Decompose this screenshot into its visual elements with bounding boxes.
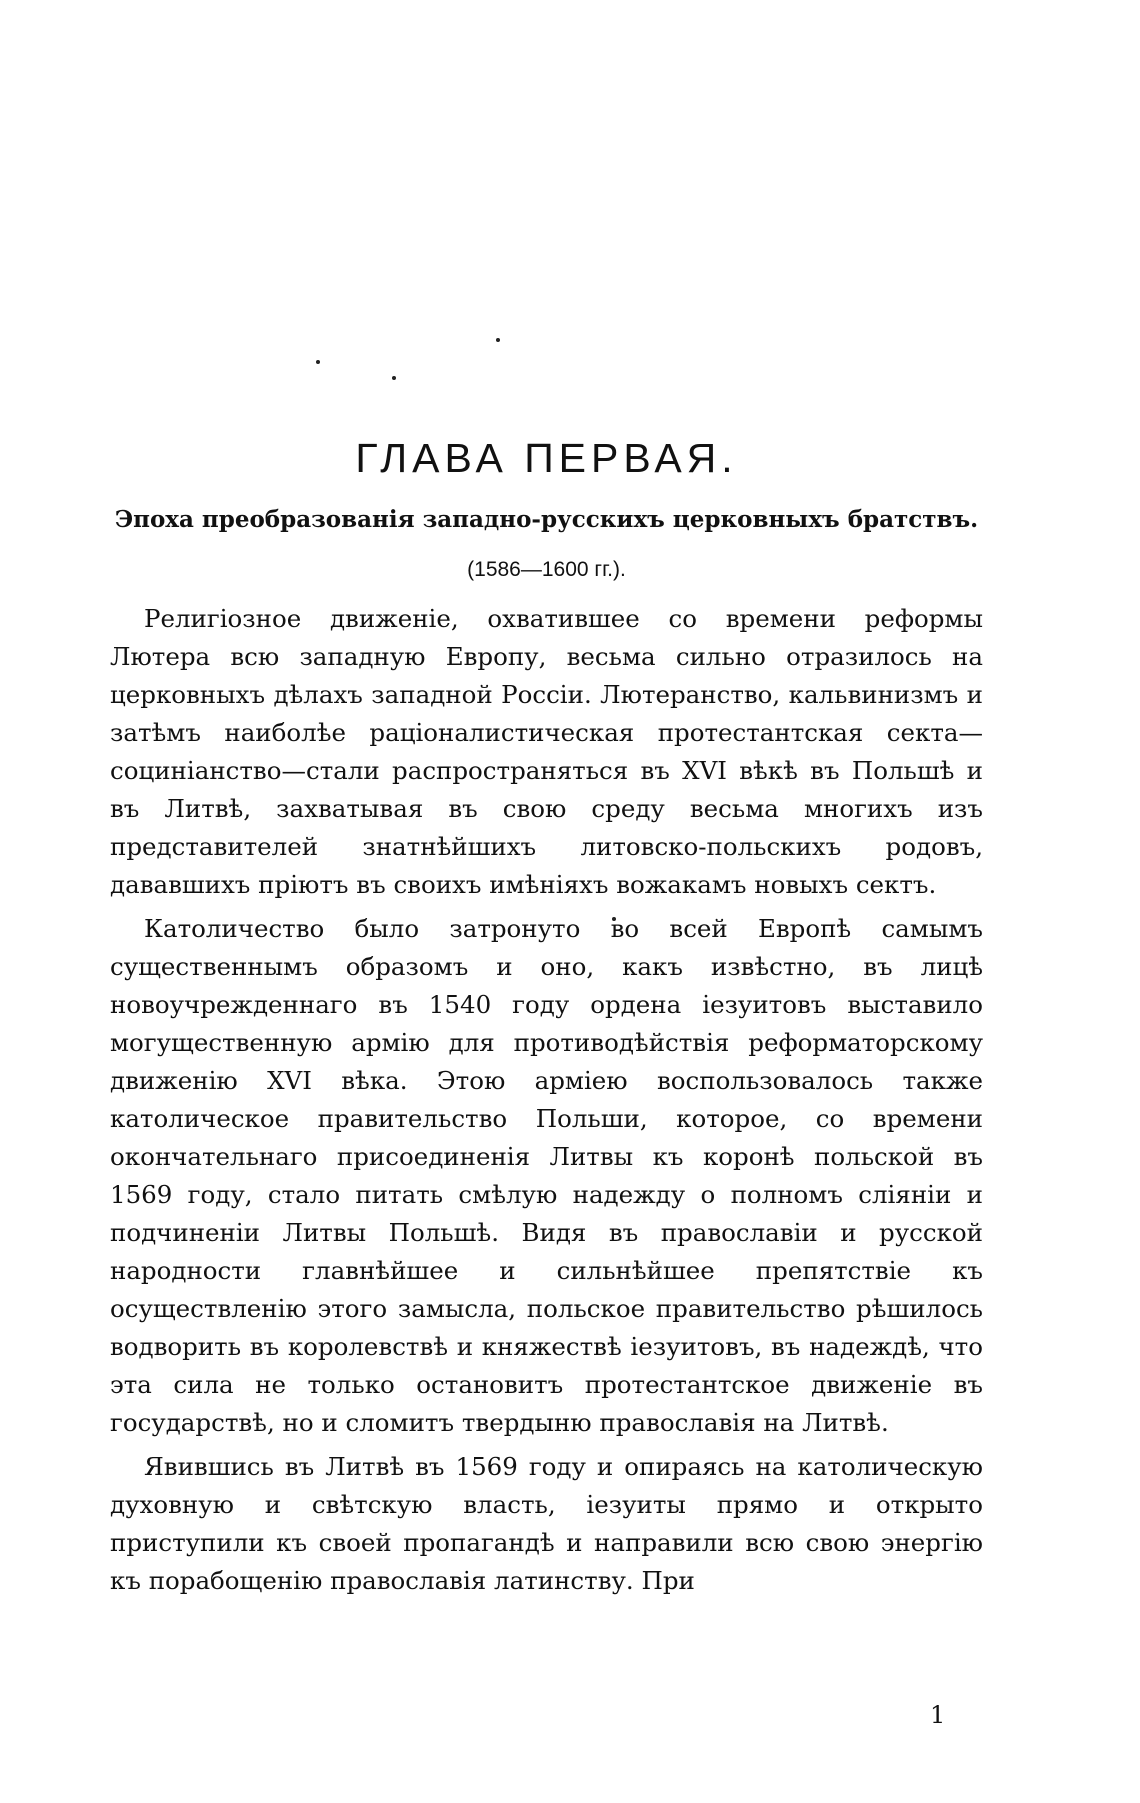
scan-speck bbox=[392, 376, 396, 380]
chapter-subtitle: Эпоха преобразованія западно-русскихъ церковныхъ братствъ. bbox=[114, 506, 979, 533]
scan-speck bbox=[496, 338, 500, 342]
paragraph-catholicism: Католичество было затронуто во всей Европѣ самымъ существеннымъ образомъ и оно, какъ извѣстно, въ лицѣ новоучрежденнаго въ 1540 году ордена іезуитовъ выставило могущественную армію для противодѣйствія реформаторскому движенію XVI вѣка. Этою арміею воспользовалось также католическое правительство Польши, которое, со времени окончательнаго присоединенія Литвы къ коронѣ польской въ 1569 году, стало питать смѣлую надежду о полномъ сліяніи и подчиненіи Литвы Польшѣ. Видя въ православіи и русской народности главнѣйшее и сильнѣйшее препятствіе къ осуществленію этого замысла, польское правительство рѣшилось водворить въ королевствѣ и княжествѣ іезуитовъ, въ надеждѣ, что эта сила не только остановитъ протестантское движеніе въ государствѣ, но и сломитъ твердыню православія на Литвѣ. bbox=[110, 914, 983, 1437]
book-page bbox=[110, 430, 983, 1606]
page-number: 1 bbox=[930, 1701, 946, 1729]
scan-speck bbox=[316, 360, 320, 364]
chapter-years: (1586—1600 гг.). bbox=[467, 558, 626, 581]
paragraph-jesuits: Явившись въ Литвѣ въ 1569 году и опираясь на католическую духовную и свѣтскую власть, іезуиты прямо и открыто приступили къ своей пропагандѣ и направили всю свою энергію къ порабощенію православія латинству. При bbox=[110, 1452, 983, 1595]
paragraph-reformation: Религіозное движеніе, охватившее со времени реформы Лютера всю западную Европу, весьма сильно отразилось на церковныхъ дѣлахъ западной Россіи. Лютеранство, кальвинизмъ и затѣмъ наиболѣе раціоналистическая протестантская секта—социніанство—стали распространяться въ XVI вѣкѣ въ Польшѣ и въ Литвѣ, захватывая въ свою среду весьма многихъ изъ представителей знатнѣйшихъ литовско-польскихъ родовъ, дававшихъ пріютъ въ своихъ имѣніяхъ вожакамъ новыхъ сектъ. bbox=[110, 604, 983, 899]
chapter-title: ГЛАВА ПЕРВАЯ. bbox=[355, 435, 738, 481]
